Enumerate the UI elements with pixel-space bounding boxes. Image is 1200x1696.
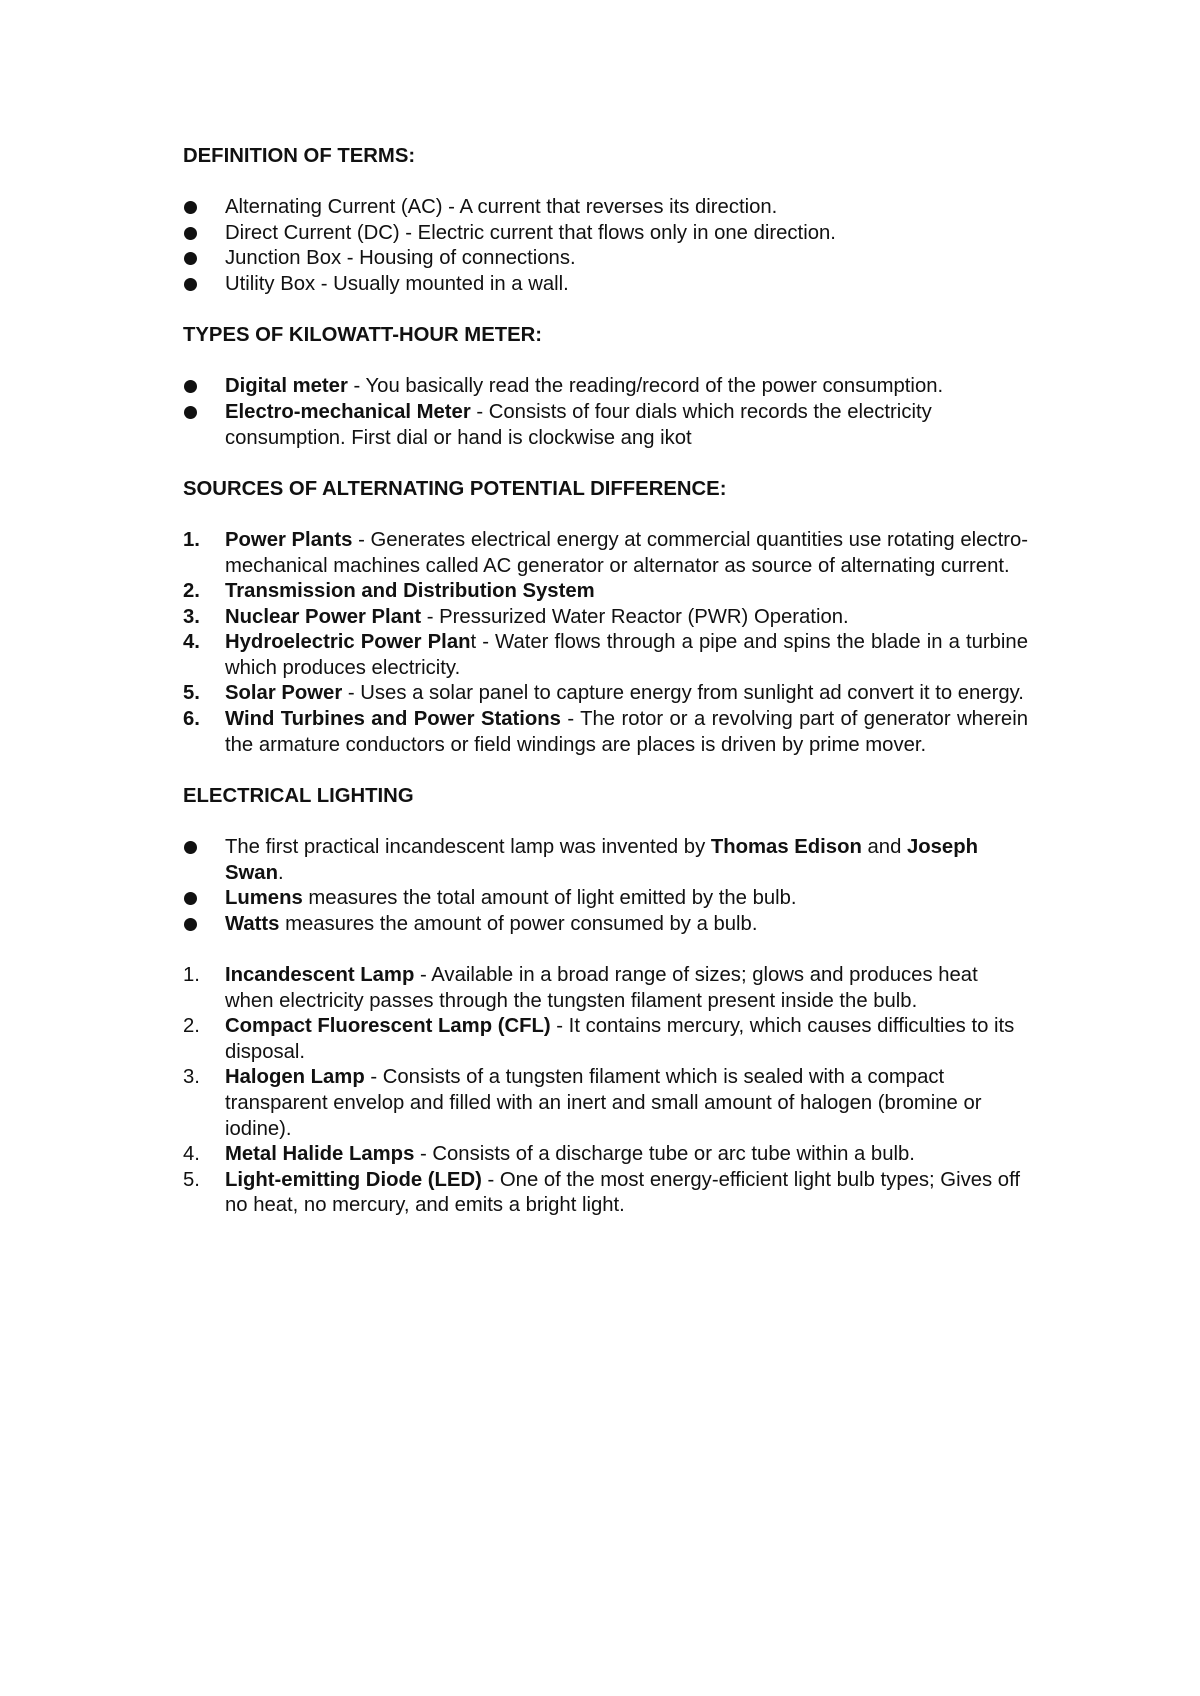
bullet-icon [184, 380, 197, 393]
list-item [183, 1142, 1028, 1168]
lamp-desc: - It contains mercury, which causes difficulties to its disposal. [225, 1015, 1015, 1063]
meter-term: Electro-mechanical Meter [225, 400, 471, 423]
fact-text: . [277, 861, 284, 884]
lamp-desc: - One of the most energy-efficient light bulb types; Gives off no heat, no mercury, and emits a bright light. [225, 1168, 1020, 1217]
list-item [183, 1168, 1028, 1219]
bullet-icon [184, 201, 197, 214]
definitions-heading: DEFINITION OF TERMS: [183, 145, 416, 167]
lamp-term: Compact Fluorescent Lamp (CFL) [225, 1015, 551, 1038]
list-item [183, 1065, 1028, 1142]
definition-text: Utility Box - Usually mounted in a wall. [225, 272, 569, 295]
list-item [183, 1014, 1028, 1065]
list-item [183, 707, 1028, 758]
bullet-icon [184, 227, 197, 240]
source-desc: - The rotor or a revolving part of generator wherein the armature conductors or field windings are places is driven by prime mover. [225, 708, 1028, 756]
definition-text: Junction Box - Housing of connections. [225, 247, 576, 270]
sources-heading: SOURCES OF ALTERNATING POTENTIAL DIFFERENCE: [183, 477, 727, 500]
source-term: Transmission and Distribution System [225, 580, 595, 603]
list-item [183, 886, 1028, 912]
item-number: 4. [183, 1143, 200, 1166]
lamp-term: Metal Halide Lamps [225, 1143, 415, 1166]
meters-list [183, 374, 1028, 451]
item-number: 3. [183, 1066, 200, 1089]
definition-text: Direct Current (DC) - Electric current that flows only in one direction. [225, 221, 836, 244]
meters-heading: TYPES OF KILOWATT-HOUR METER: [183, 324, 543, 347]
lighting-heading: ELECTRICAL LIGHTING [183, 784, 414, 807]
lamp-term: Halogen Lamp [225, 1066, 365, 1089]
fact-text: The first practical incandescent lamp was invented by [225, 836, 711, 859]
list-item [183, 272, 1028, 298]
lamp-desc: - Consists of a tungsten filament which is sealed with a compact transparent envelop and filled with an inert and small amount of halogen (bromine or iodine). [225, 1066, 982, 1140]
bullet-icon [184, 252, 197, 265]
lamp-desc: - Consists of a discharge tube or arc tube within a bulb. [414, 1143, 915, 1166]
source-term: Hydroelectric Power Plan [225, 631, 471, 654]
item-number: 5. [183, 1168, 200, 1191]
lighting-facts-list [183, 835, 1028, 937]
lamp-desc: - Available in a broad range of sizes; glows and produces heat when electricity passes through the tungsten filament present inside the bulb. [225, 964, 978, 1012]
meter-desc: - Consists of four dials which records the electricity consumption. First dial or hand is clockwise ang ikot [225, 400, 932, 449]
list-item [183, 528, 1028, 579]
list-item [183, 221, 1028, 247]
list-item [183, 195, 1028, 221]
fact-desc: measures the amount of power consumed by a bulb. [279, 912, 758, 935]
source-desc: - Pressurized Water Reactor (PWR) Operation. [421, 605, 849, 628]
bullet-icon [184, 406, 197, 419]
item-number: 1. [183, 964, 200, 986]
inventor-name: Thomas Edison [710, 836, 862, 859]
item-number: 2. [183, 1015, 200, 1038]
source-term: Solar Power [225, 682, 343, 705]
fact-term: Lumens [225, 887, 303, 910]
item-number: 6. [183, 708, 200, 731]
source-term: Nuclear Power Plant [225, 605, 422, 628]
lamps-list [183, 963, 1028, 1219]
source-term: Wind Turbines and Power Stations [225, 708, 561, 731]
bullet-icon [184, 892, 197, 905]
item-number: 1. [183, 528, 200, 551]
lamp-term: Light-emitting Diode (LED) [225, 1168, 482, 1191]
source-desc: - Uses a solar panel to capture energy from sunlight ad convert it to energy. [342, 682, 1024, 705]
meter-desc: - You basically read the reading/record of the power consumption. [347, 375, 944, 398]
list-item [183, 963, 1028, 1014]
definitions-list [183, 195, 1028, 297]
meter-term: Digital meter [225, 375, 348, 398]
fact-term: Watts [225, 912, 280, 935]
list-item [183, 246, 1028, 272]
item-number: 4. [183, 631, 200, 654]
source-desc: t - Water flows through a pipe and spins the blade in a turbine which produces electricity. [225, 631, 1028, 679]
list-item [183, 835, 1028, 886]
list-item [183, 630, 1028, 681]
lamp-term: Incandescent Lamp [225, 964, 415, 986]
item-number: 3. [183, 605, 200, 628]
sources-list [183, 528, 1028, 758]
fact-desc: measures the total amount of light emitted by the bulb. [302, 887, 797, 910]
item-number: 5. [183, 682, 200, 705]
list-item [183, 400, 1028, 451]
source-term: Power Plants [225, 528, 353, 551]
bullet-icon [184, 841, 197, 854]
source-desc: - Generates electrical energy at commercial quantities use rotating electro-mechanical machines called AC generator or alternator as source of alternating current. [225, 528, 1028, 577]
list-item [183, 579, 1028, 605]
list-item [183, 374, 1028, 400]
list-item [183, 681, 1028, 707]
definition-text: Alternating Current (AC) - A current that reverses its direction. [225, 196, 778, 219]
bullet-icon [184, 918, 197, 931]
inventor-name: Joseph Swan [225, 836, 978, 884]
document-page [183, 144, 1028, 1219]
bullet-icon [184, 278, 197, 291]
list-item [183, 605, 1028, 631]
item-number: 2. [183, 580, 200, 603]
list-item [183, 912, 1028, 938]
fact-text: and [861, 836, 907, 859]
